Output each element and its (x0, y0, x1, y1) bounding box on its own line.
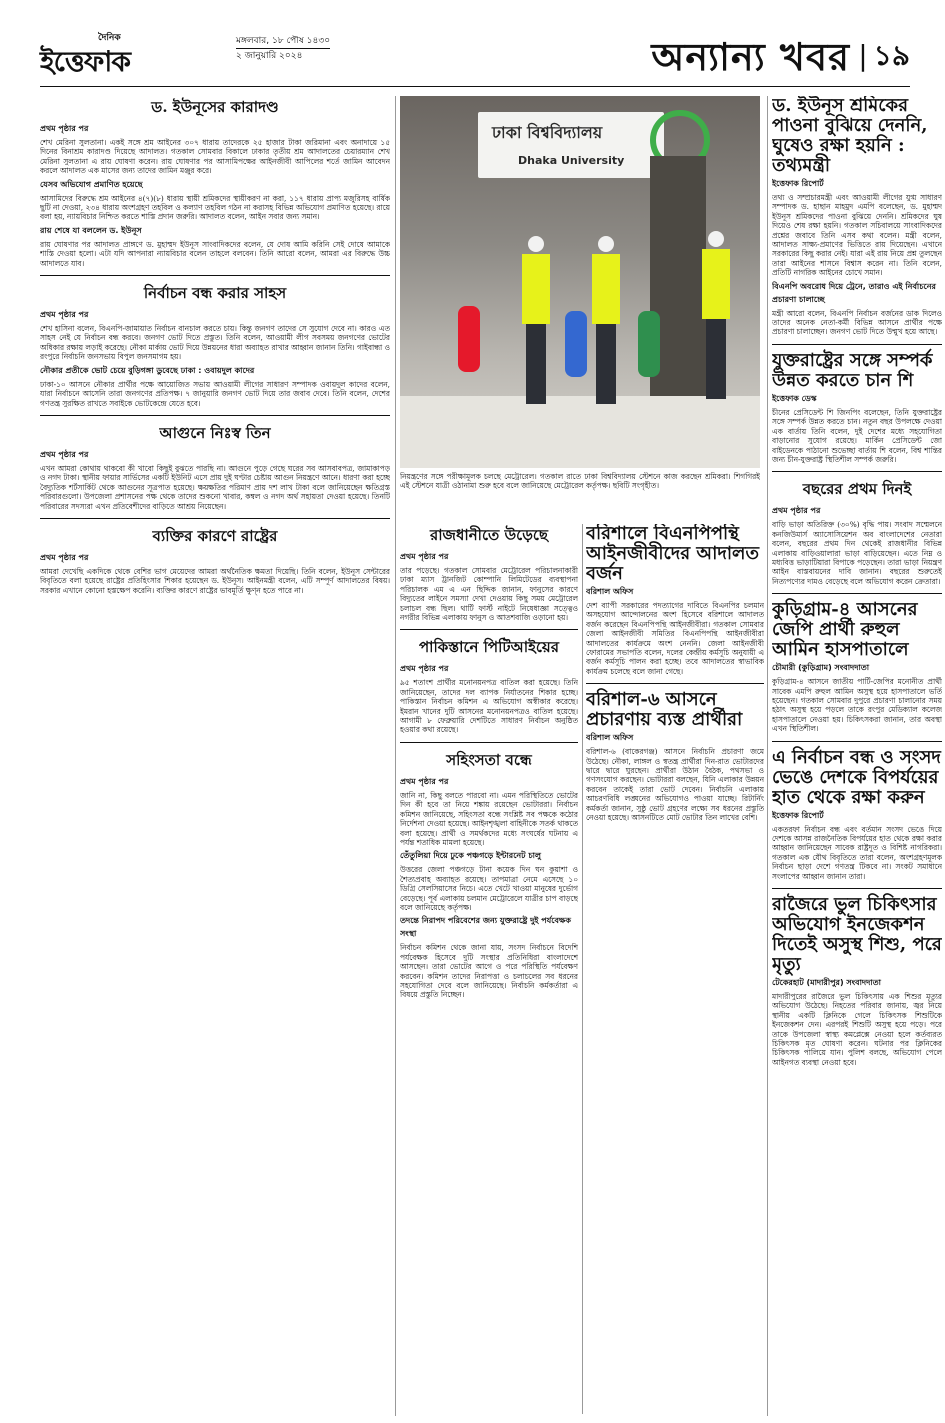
story-election-courage (40, 282, 390, 416)
story-kicker: প্রথম পৃষ্ঠার পর (40, 310, 89, 320)
story-kicker: ইত্তেফাক রিপোর্ট (772, 810, 824, 820)
story-kicker: প্রথম পৃষ্ঠার পর (40, 449, 89, 459)
story-kurigram (772, 600, 942, 741)
column-divider (395, 96, 396, 1416)
story-first-day (772, 478, 942, 594)
story-body: জানি না, কিছু বলতে পারবো না। এমন পরিস্থিতিতে ভোটের দিন কী হবে তা নিয়ে শঙ্কায় রয়েছেন ভোটাররা। নির্বাচন কমিশন জানিয়েছে, সহিংসতা বন্ধে সংশ্লিষ্ট সব পক্ষকে কঠোর নির্দেশনা দেওয়া হয়েছে। আইনশৃঙ্খলা বাহিনীকে সতর্ক থাকতে বলা হয়েছে। প্রার্থী ও সমর্থকদের মধ্যে সংঘর্ষের ঘটনায় এ পর্যন্ত শতাধিক মামলা হয়েছে। (400, 790, 578, 847)
station-sign (478, 112, 664, 178)
photo-caption: নিয়ন্ত্রণের সঙ্গে পরীক্ষামূলক চলছে মেট্রোরেল। গতকাল রাতে ঢাকা বিশ্ববিদ্যালয় স্টেশনে কাজ করছেন শ্রমিকরা। শিগগিরই এই স্টেশনে যাত্রী ওঠানামা শুরু হবে বলে জানিয়েছে মেট্রোরেল কর্তৃপক্ষ। ছবিটি সংগৃহীত। (400, 472, 760, 491)
story-subhead: তেঁতুলিয়া দিয়ে ঢুকে পঞ্চগড়ে ইন্টারনেট চালু (400, 851, 541, 861)
story-body: ৯৫ শতাংশ প্রার্থীর মনোনয়নপত্র বাতিল করা হয়েছে। তিনি জানিয়েছেন, তাদের দল ব্যাপক নির্যাতনের শিকার হচ্ছে। পাকিস্তান নির্বাচন কমিশন এ অভিযোগ অস্বীকার করেছে। ইমরান খানের দুটি আসনের মনোনয়নপত্রও বাতিল হয়েছে। আগামী ৮ ফেব্রুয়ারি দেশটিতে সাধারণ নির্বাচন অনুষ্ঠিত হওয়ার কথা রয়েছে। (400, 678, 578, 735)
story-kicker: ইত্তেফাক রিপোর্ট (772, 179, 824, 188)
story-subhead: যেসব অভিযোগ প্রমাণিত হয়েছে (40, 179, 143, 189)
worker-figure (590, 236, 620, 406)
story-headline: যুক্তরাষ্ট্রের সঙ্গে সম্পর্ক উন্নত করতে চান শি (772, 349, 933, 391)
column-middle-left (400, 524, 578, 1423)
story-kicker: প্রথম পৃষ্ঠার পর (400, 776, 449, 786)
story-body: উত্তরের জেলা পঞ্চগড়ে টানা কয়েক দিন ঘন কুয়াশা ও শৈত্যপ্রবাহ অব্যাহত রয়েছে। তাপমাত্রা নেমে এসেছে ১০ ডিগ্রি সেলসিয়াসের নিচে। এতে খেটে খাওয়া মানুষের দুর্ভোগ বেড়েছে। পূর্ব এলাকায় চলমান মেট্রোরেলে যাত্রীর চাপ বাড়ছে বলে জানিয়েছে কর্তৃপক্ষ। (400, 865, 578, 912)
story-kicker: প্রথম পৃষ্ঠার পর (40, 552, 89, 562)
story-violence (400, 749, 578, 1007)
bangla-date: মঙ্গলবার, ১৮ পৌষ ১৪৩০ (236, 36, 331, 46)
page-number: | ১৯ (858, 34, 910, 81)
newspaper-logo (40, 30, 180, 78)
story-rajoir-child (772, 895, 942, 1074)
story-body: শেখ হাসিনা বলেন, বিএনপি-জামায়াত নির্বাচন বানচাল করতে চায়। কিন্তু জনগণ তাদের সে সুযোগ দেবে না। কারও এত সাহস নেই যে নির্বাচন বন্ধ করবে। জনগণ ভোট দিতে প্রস্তুত। তিনি বলেন, আওয়ামী লীগ সবসময় জনগণের ভোটের অধিকার রক্ষায় লড়াই করেছে। নৌকা মার্কায় ভোট দিয়ে উন্নয়নের ধারা অব্যাহত রাখার আহ্বান জানান তিনি। গাইবান্ধা ও রংপুরে নির্বাচনি জনসভায় বিপুল জনসমাগম হয়। (40, 324, 390, 362)
metro-station-photo (400, 96, 760, 468)
story-headline: কুড়িগ্রাম-৪ আসনের জেপি প্রার্থী রুহুল আমিন হাসপাতালে (772, 599, 918, 661)
story-subhead: বিএনপি অবরোধ দিয়ে ট্রেনে, তারাও এই নির্বাচনের প্রচারণা চালাচ্ছে (772, 281, 936, 304)
story-lanterns (400, 524, 578, 630)
column-middle-right (586, 524, 764, 1423)
station-sign-bangla: ঢাকা বিশ্ববিদ্যালয় (492, 123, 603, 142)
story-body: আমরা দেখেছি একদিকে থেকে বেশির ভাগ মেয়েদের আমরা অর্থনৈতিক ক্ষমতা দিয়েছি। তিনি বলেন, ইউনূস সেন্টারের বিবৃতিতে বলা হয়েছে রাষ্ট্রের প্রতিহিংসার শিকার হয়েছেন ড. ইউনূস। আইনমন্ত্রী বলেন, এটি সম্পূর্ণ আদালতের বিষয়। সরকার এখানে কোনো হস্তক্ষেপ করেনি। ব্যক্তির কারণে রাষ্ট্রের ভাবমূর্তি ক্ষুণ্ন হতে পারে না। (40, 566, 390, 595)
station-floor (400, 396, 760, 468)
story-yunus-verdict (40, 96, 390, 276)
story-body: মাদারীপুরের রাজৈরে ভুল চিকিৎসায় এক শিশুর মৃত্যুর অভিযোগ উঠেছে। নিহতের পরিবার জানায়, জ্বর নিয়ে স্থানীয় একটি ক্লিনিকে গেলে চিকিৎসক শিশুটিকে ইনজেকশন দেন। এরপরই শিশুটি অসুস্থ হয়ে পড়ে। পরে তাকে উপজেলা স্বাস্থ্য কমপ্লেক্সে নেওয়া হলে কর্তব্যরত চিকিৎসক মৃত ঘোষণা করেন। ঘটনার পর ক্লিনিকের চিকিৎসক পালিয়ে যান। পুলিশ বলছে, অভিযোগ পেলে আইনগত ব্যবস্থা নেওয়া হবে। (772, 992, 942, 1067)
story-headline: আগুনে নিঃস্ব তিন (159, 423, 271, 442)
story-kicker: টেকেরহাট (মাদারীপুর) সংবাদদাতা (772, 978, 881, 988)
story-body: আসামিদের বিরুদ্ধে শ্রম আইনের ৪(৭)(৮) ধারায় স্থায়ী শ্রমিকদের স্থায়ীকরণ না করা, ১১৭ ধারায় প্রাপ্য মজুরিসহ বার্ষিক ছুটি না দেওয়া, ২৩৪ ধারায় অংশগ্রহণ তহবিল ও কল্যাণ তহবিল গঠন না করাসহ বিভিন্ন অভিযোগ প্রমাণিত হয়েছে। রায়ে বলা হয়, ন্যায়বিচার নিশ্চিত করতে শাস্তি প্রদান জরুরি। আদালত বলেন, আইন সবার জন্য সমান। (40, 193, 390, 222)
lead-photo-block (400, 96, 760, 520)
story-fire (40, 422, 390, 519)
issue-dates (236, 34, 330, 63)
story-subhead: নৌকার প্রতীকে ভোট চেয়ে বুড়িগঙ্গা ডুবেছে ঢাকা : ওবায়দুল কাদের (40, 365, 255, 375)
english-date: ২ জানুয়ারি ২০২৪ (236, 48, 330, 63)
story-body: চীনের প্রেসিডেন্ট শি জিনপিং বলেছেন, তিনি যুক্তরাষ্ট্রের সঙ্গে সম্পর্ক উন্নত করতে চান। নতুন বছর উপলক্ষে দেওয়া এক বার্তায় তিনি বলেন, দুই দেশের মধ্যে সহযোগিতা বাড়ানোর সুযোগ রয়েছে। মার্কিন প্রেসিডেন্ট জো বাইডেনকে পাঠানো শুভেচ্ছা বার্তায় শি বলেন, বিশ্ব শান্তির জন্য চীন-যুক্তরাষ্ট্র স্থিতিশীল সম্পর্ক জরুরি। (772, 407, 942, 464)
logo-title: ইত্তেফাক (40, 45, 131, 78)
story-headline: রাজৈরে ভুল চিকিৎসার অভিযোগ ইনজেকশন দিতেই অসুস্থ শিশু, পরে মৃত্যু (772, 894, 942, 976)
station-sign-english: Dhaka University (518, 154, 625, 167)
story-kicker: বরিশাল অফিস (586, 733, 634, 743)
story-body: তার পড়েছে। গতকাল সোমবার মেট্রোরেল পরিচালনাকারী ঢাকা ম্যাস ট্রানজিট কোম্পানি লিমিটেডের ব্যবস্থাপনা পরিচালক এম এ এন ছিদ্দিক জানান, ফানুসের কারণে বিদ্যুতের লাইনে সমস্যা দেখা দেওয়ায় কিছু সময় মেট্রোরেল চলাচল বন্ধ ছিল। থার্টি ফার্স্ট নাইটে নিষেধাজ্ঞা সত্ত্বেও নগরীর বিভিন্ন এলাকায় ফানুস ও আতশবাজি ওড়ানো হয়। (400, 566, 578, 623)
story-headline: এ নির্বাচন বন্ধ ও সংসদ ভেঙে দেশকে বিপর্যয়ের হাত থেকে রক্ষা করুন (772, 746, 941, 808)
story-body: বাড়ি ভাড়া অতিরিক্ত (৩০%) বৃদ্ধি পায়। সংবাদ সম্মেলনে কনজিউমার্স অ্যাসোসিয়েশন অব বাংলাদেশের নেতারা বলেন, বছরের প্রথম দিন থেকেই রাজধানীর বিভিন্ন এলাকায় বাড়িওয়ালারা ভাড়া বাড়িয়েছেন। এতে নিম্ন ও মধ্যবিত্ত ভাড়াটিয়ারা বিপাকে পড়েছেন। তারা ভাড়া নিয়ন্ত্রণ আইন বাস্তবায়নের দাবি জানান। বছরের শুরুতেই নিত্যপণ্যের দামও বেড়েছে বলে অভিযোগ করেন ক্রেতারা। (772, 520, 942, 586)
story-headline: পাকিস্তানে পিটিআইয়ের (418, 638, 559, 657)
story-kicker: প্রথম পৃষ্ঠার পর (400, 664, 449, 674)
story-barishal6 (586, 690, 764, 829)
story-body: বরিশাল-৬ (বাকেরগঞ্জ) আসনে নির্বাচনি প্রচারণা জমে উঠেছে। নৌকা, লাঙ্গল ও স্বতন্ত্র প্রার্থীরা দিন-রাত ভোটারদের দ্বারে দ্বারে ঘুরছেন। প্রার্থীরা উঠান বৈঠক, পথসভা ও গণসংযোগ করছেন। ভোটাররা বলছেন, যিনি এলাকার উন্নয়ন করবেন তাকেই তারা ভোট দেবেন। নির্বাচনি এলাকায় আচরণবিধি লঙ্ঘনের অভিযোগও পাওয়া যাচ্ছে। রিটার্নিং কর্মকর্তা জানান, সুষ্ঠু ভোট গ্রহণের লক্ষ্যে সব ধরনের প্রস্তুতি নেওয়া হয়েছে। আসনটিতে মোট ভোটার তিন লাখের বেশি। (586, 747, 764, 823)
blue-bag (565, 311, 587, 377)
story-barishal-lawyers (586, 524, 764, 684)
green-bag (638, 311, 660, 377)
story-headline: বরিশাল-৬ আসনে প্রচারণায় ব্যস্ত প্রার্থীরা (586, 689, 743, 731)
story-subhead: তদন্তে নিরাপদ পরিবেশের জন্য যুক্তরাষ্ট্রে দুই পর্যবেক্ষক সংস্থা (400, 916, 572, 939)
column-left (40, 96, 390, 1423)
story-body: রায় ঘোষণার পর আদালত প্রাঙ্গণে ড. মুহাম্মদ ইউনূস সাংবাদিকদের বলেন, যে দোষ আমি করিনি সেই দোষে আমাকে শাস্তি দেওয়া হলো। এটা যদি আপনারা ন্যায়বিচার বলেন তাহলে বলবেন। তিনি আরো বলেন, আমরা এর বিরুদ্ধে উচ্চ আদালতে যাব। (40, 239, 390, 268)
story-kicker: প্রথম পৃষ্ঠার পর (400, 552, 449, 561)
story-kicker: প্রথম পৃষ্ঠার পর (40, 124, 89, 133)
worker-figure (700, 231, 730, 401)
story-headline: ব্যক্তির কারণে রাষ্ট্রের (152, 526, 278, 545)
story-headline: ড. ইউনূস শ্রমিকের পাওনা বুঝিয়ে দেননি, ঘুষেও রক্ষা হয়নি : তথ্যমন্ত্রী (772, 96, 928, 176)
story-state-person (40, 525, 390, 602)
story-body: একতরফা নির্বাচন বন্ধ এবং বর্তমান সংসদ ভেঙে দিয়ে দেশকে আসন্ন রাজনৈতিক বিপর্যয়ের হাত থেকে রক্ষা করার আহ্বান জানিয়েছেন সাবেক রাষ্ট্রদূত ও বিশিষ্ট নাগরিকরা। গতকাল এক যৌথ বিবৃতিতে তারা বলেন, অংশগ্রহণমূলক নির্বাচন ছাড়া দেশে গণতন্ত্র টিকবে না। সংকট সমাধানে সংলাপের আহ্বান জানান তারা। (772, 824, 942, 881)
column-divider (582, 524, 583, 1414)
story-headline: নির্বাচন বন্ধ করার সাহস (143, 284, 287, 303)
story-kicker: চৌমারী (কুড়িগ্রাম) সংবাদদাতা (772, 663, 870, 673)
worker-figure (520, 236, 550, 406)
story-pti (400, 636, 578, 742)
story-stop-election (772, 748, 942, 889)
story-body: ঢাকা-১০ আসনে নৌকার প্রার্থীর পক্ষে আয়োজিত সভায় আওয়ামী লীগের সাধারণ সম্পাদক ওবায়দুল কাদের বলেন, যারা নির্বাচনে আসেনি তারা জনগণের প্রতিপক্ষ। ৭ জানুয়ারি জনগণ ভোট দিয়ে তার জবাব দেবে। তিনি বলেন, দেশের গণতন্ত্র সুরক্ষিত রাখতে সবাইকে ভোটকেন্দ্রে যেতে হবে। (40, 379, 390, 408)
column-right (772, 96, 942, 1423)
story-kicker: প্রথম পৃষ্ঠার পর (772, 506, 821, 516)
masthead (40, 28, 910, 87)
story-xi-us (772, 351, 942, 472)
story-kicker: ইত্তেফাক ডেস্ক (772, 393, 817, 403)
story-body: মন্ত্রী আরো বলেন, বিএনপি নির্বাচন বর্জনের ডাক দিলেও তাদের অনেক নেতা-কর্মী বিভিন্ন আসনে প্রার্থীর পক্ষে প্রচারণা চালাচ্ছেন। জনগণ ভোট দিতে উন্মুখ হয়ে আছে। (772, 308, 942, 337)
story-subhead: রায় শেষে যা বললেন ড. ইউনূস (40, 225, 142, 235)
story-body: দেশ ব্যাপী সরকারের পদত্যাগের দাবিতে বিএনপির চলমান অসহযোগ আন্দোলনের অংশ হিসেবে বরিশালে আদালত বর্জন করেছেন বিএনপিপন্থি আইনজীবীরা। গতকাল সোমবার জেলা আইনজীবী সমিতির বিএনপিপন্থি আইনজীবীরা আদালতের কার্যক্রমে অংশ নেননি। জেলা আইনজীবী ফোরামের সভাপতি বলেন, দলের কেন্দ্রীয় কর্মসূচি অনুযায়ী এ বর্জন কর্মসূচি পালন করা হচ্ছে। তবে আদালতের স্বাভাবিক কার্যক্রম চলেছে বলে জানা গেছে। (586, 601, 764, 676)
story-info-minister (772, 96, 942, 345)
story-headline: ড. ইউনূসের কারাদণ্ড (151, 98, 279, 116)
story-headline: সহিংসতা বন্ধে (446, 750, 532, 769)
story-body: শেখ মেরিনা সুলতানা। একই সঙ্গে শ্রম আইনের ৩০৭ ধারায় তাদেরকে ২৫ হাজার টাকা জরিমানা এবং অনাদায়ে ১৫ দিনের বিনাশ্রম কারাদণ্ড দিয়েছে আদালত। গতকাল সোমবার বিকালে ঢাকার তৃতীয় শ্রম আদালতের চেয়ারম্যান শেখ মেরিনা সুলতানা এ রায় ঘোষণা করেন। রায় ঘোষণার পর আসামিপক্ষের আইনজীবী আপিলের শর্তে জামিন আবেদন করলে আদালত এক মাসের জন্য তাদের জামিন মঞ্জুর করে। (40, 138, 390, 176)
section-title: অন্যান্য খবর (651, 34, 850, 79)
red-bag (458, 306, 480, 372)
story-headline: বরিশালে বিএনপিপন্থি আইনজীবীদের আদালত বর্জন (586, 524, 759, 584)
story-headline: রাজধানীতে উড়েছে (429, 526, 549, 544)
story-headline: বছরের প্রথম দিনই (802, 480, 912, 499)
story-kicker: বরিশাল অফিস (586, 587, 634, 596)
column-divider (767, 96, 768, 1416)
logo-prefix: দৈনিক (98, 33, 121, 43)
story-body: নির্বাচন কমিশন থেকে জানা যায়, সংসদ নির্বাচনে বিদেশি পর্যবেক্ষক হিসেবে দুটি সংস্থার প্রতিনিধিরা বাংলাদেশে আসছেন। তারা ভোটের আগে ও পরে পরিস্থিতি পর্যবেক্ষণ করবেন। কমিশন তাদের নিরাপত্তা ও চলাচলের সব ধরনের সহযোগিতা দেবে বলে জানিয়েছে। নির্বাচনি কর্মকর্তারা এ বিষয়ে প্রস্তুতি নিচ্ছেন। (400, 943, 578, 1000)
story-body: তথ্য ও সম্প্রচারমন্ত্রী এবং আওয়ামী লীগের যুগ্ম সাধারণ সম্পাদক ড. হাছান মাহমুদ এমপি বলেছেন, ড. মুহাম্মদ ইউনূস শ্রমিকদের পাওনা বুঝিয়ে দেননি। শ্রমিকদের ঘুষ দিয়েও শেষ রক্ষা হয়নি। গতকাল সচিবালয়ে সাংবাদিকদের প্রশ্নের জবাবে তিনি এসব কথা বলেন। মন্ত্রী বলেন, আদালত সাক্ষ্য-প্রমাণের ভিত্তিতে রায় দিয়েছেন। এখানে সরকারের কিছু করার নেই। যারা এই রায় নিয়ে প্রশ্ন তুলছেন তারা আইনের শাসনে বিশ্বাস করেন না। তিনি বলেন, প্রতিটি নাগরিক আইনের চোখে সমান। (772, 193, 942, 278)
story-body: এখন আমরা কোথায় থাকবো কী খাবো কিছুই বুঝতে পারছি না। আগুনে পুড়ে গেছে ঘরের সব আসবাবপত্র, জামাকাপড় ও নগদ টাকা। স্থানীয় ফায়ার সার্ভিসের একটি ইউনিট এসে প্রায় দুই ঘণ্টার চেষ্টায় আগুন নিয়ন্ত্রণে আনে। ধারণা করা হচ্ছে বৈদ্যুতিক শর্টসার্কিট থেকে আগুনের সূত্রপাত হয়েছে। ক্ষয়ক্ষতির পরিমাণ প্রায় দশ লাখ টাকা বলে জানিয়েছেন ক্ষতিগ্রস্ত পরিবারগুলো। উপজেলা প্রশাসনের পক্ষ থেকে তাদের শুকনো খাবার, কম্বল ও নগদ অর্থ সহায়তা দেওয়া হয়েছে। তিনটি পরিবারের সদস্যরা এখন প্রতিবেশীদের বাড়িতে আশ্রয় নিয়েছেন। (40, 463, 390, 511)
story-body: কুড়িগ্রাম-৪ আসনে জাতীয় পার্টি-জেপির মনোনীত প্রার্থী সাবেক এমপি রুহুল আমিন অসুস্থ হয়ে হাসপাতালে ভর্তি হয়েছেন। গতকাল সোমবার দুপুরে প্রচারণা চালানোর সময় হঠাৎ অসুস্থ হয়ে পড়লে তাকে রংপুর মেডিক্যাল কলেজ হাসপাতালে নেওয়া হয়। চিকিৎসকরা জানান, তার অবস্থা এখন স্থিতিশীল। (772, 677, 942, 734)
